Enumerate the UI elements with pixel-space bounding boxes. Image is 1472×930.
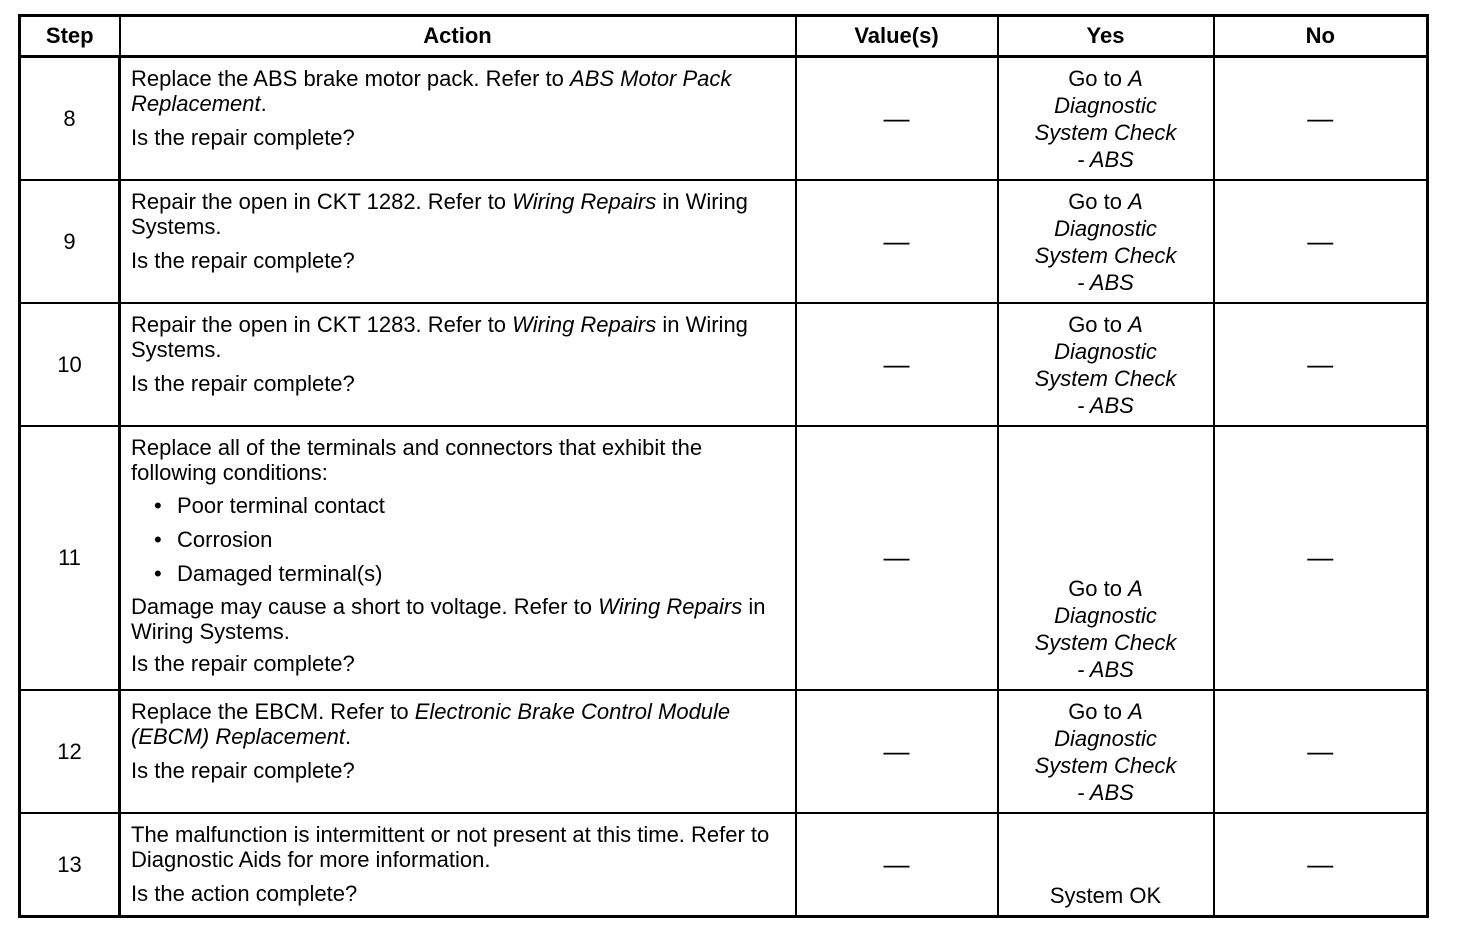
value-cell: —	[796, 57, 998, 180]
reference-link: Wiring Repairs	[512, 311, 657, 337]
table-row	[20, 690, 1428, 813]
no-cell: —	[1214, 180, 1428, 303]
action-cell	[120, 690, 796, 813]
header-row	[20, 16, 1428, 57]
action-cell	[120, 180, 796, 303]
action-cell	[120, 303, 796, 426]
value-cell: —	[796, 426, 998, 690]
yes-result: Go to A Diagnostic System Check - ABS	[1034, 188, 1177, 295]
value-cell: —	[796, 813, 998, 917]
action-question: Is the repair complete?	[131, 370, 355, 396]
yes-cell	[998, 813, 1214, 917]
action-question: Is the repair complete?	[131, 247, 355, 273]
action-text: Replace the ABS brake motor pack. Refer to ABS Motor Pack Replacement.	[131, 66, 732, 116]
list-item: • Corrosion	[154, 528, 785, 552]
no-cell: —	[1214, 813, 1428, 917]
reference-link: Wiring Repairs	[598, 593, 743, 619]
action-question: Is the repair complete?	[131, 125, 355, 150]
header-yes: Yes	[998, 16, 1214, 57]
action-cell	[120, 57, 796, 180]
no-cell: —	[1214, 690, 1428, 813]
table-row	[20, 813, 1428, 917]
list-item: • Damaged terminal(s)	[154, 562, 785, 586]
action-text: Replace the EBCM. Refer to Electronic Brake Control Module (EBCM) Replacement.	[131, 698, 731, 749]
yes-result: System OK	[1049, 883, 1162, 908]
yes-cell	[998, 690, 1214, 813]
action-cell	[120, 426, 796, 690]
action-question: Is the action complete?	[131, 880, 358, 906]
no-cell: —	[1214, 57, 1428, 180]
diagnostic-table	[18, 14, 1429, 918]
yes-result: Go to A Diagnostic System Check - ABS	[1034, 311, 1177, 418]
value-cell: —	[796, 303, 998, 426]
yes-result: Go to A Diagnostic System Check - ABS	[1034, 65, 1177, 172]
value-cell: —	[796, 180, 998, 303]
action-text: The malfunction is intermittent or not present at this time. Refer to Diagnostic Aids for more information.	[131, 821, 770, 872]
yes-result: Go to A Diagnostic System Check - ABS	[1034, 698, 1177, 805]
condition-list	[131, 494, 785, 586]
list-item: • Poor terminal contact	[154, 494, 785, 518]
action-question: Is the repair complete?	[131, 650, 355, 676]
header-no: No	[1214, 16, 1428, 57]
action-text: Damage may cause a short to voltage. Refer to Wiring Repairs in Wiring Systems.	[131, 593, 766, 644]
header-action: Action	[120, 16, 796, 57]
step-number: 12	[20, 690, 120, 813]
table-row	[20, 180, 1428, 303]
table-row	[20, 426, 1428, 690]
no-cell: —	[1214, 426, 1428, 690]
reference-link: Wiring Repairs	[512, 188, 657, 214]
yes-cell	[998, 57, 1214, 180]
step-number: 11	[20, 426, 120, 690]
reference-link: Electronic Brake Control Module (EBCM) Replacement	[131, 698, 731, 749]
step-number: 10	[20, 303, 120, 426]
table-row	[20, 57, 1428, 180]
action-text: Repair the open in CKT 1283. Refer to Wiring Repairs in Wiring Systems.	[131, 311, 748, 362]
yes-cell	[998, 303, 1214, 426]
action-text: Repair the open in CKT 1282. Refer to Wiring Repairs in Wiring Systems.	[131, 188, 748, 239]
action-cell	[120, 813, 796, 917]
step-number: 8	[20, 57, 120, 180]
value-cell: —	[796, 690, 998, 813]
action-question: Is the repair complete?	[131, 757, 355, 783]
step-number: 9	[20, 180, 120, 303]
header-values: Value(s)	[796, 16, 998, 57]
table-row	[20, 303, 1428, 426]
step-number: 13	[20, 813, 120, 917]
action-intro: Replace all of the terminals and connectors that exhibit the following conditions:	[131, 434, 703, 485]
reference-link: ABS Motor Pack Replacement	[131, 66, 732, 116]
yes-cell	[998, 180, 1214, 303]
no-cell: —	[1214, 303, 1428, 426]
header-step: Step	[20, 16, 120, 57]
yes-result: Go to A Diagnostic System Check - ABS	[1034, 575, 1177, 682]
yes-cell	[998, 426, 1214, 690]
